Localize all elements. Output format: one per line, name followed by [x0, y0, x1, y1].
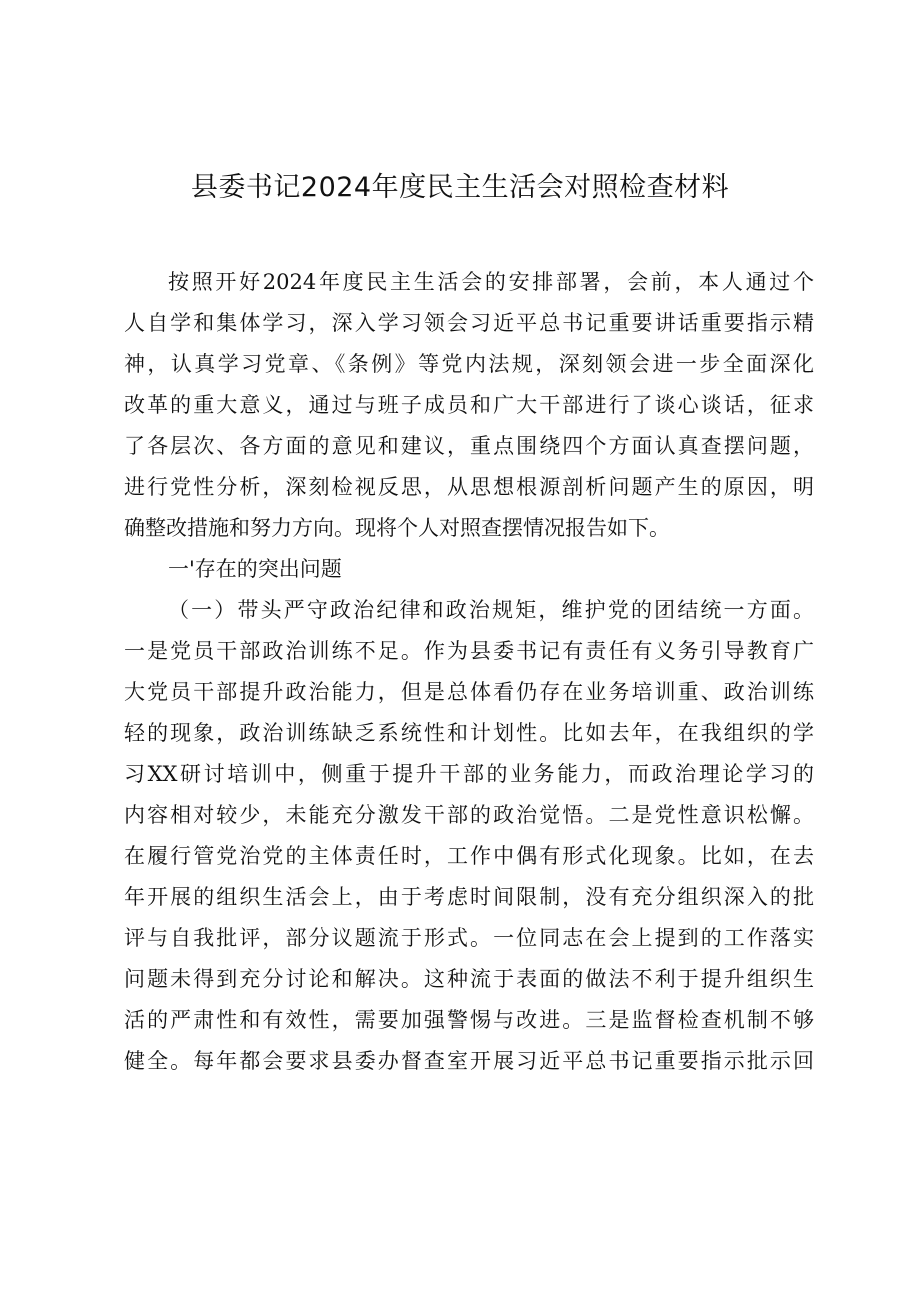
section-heading: 一'存在的突出问题 — [168, 557, 342, 581]
paragraph-line: 健全。每年都会要求县委办督查室开展习近平总书记重要指示批示回 — [124, 1049, 814, 1073]
document-body — [124, 262, 814, 1082]
paragraph-line: 人自学和集体学习，深入学习领会习近平总书记重要讲话重要指示精 — [124, 311, 814, 335]
paragraph-line: 年开展的组织生活会上，由于考虑时间限制，没有充分组织深入的批 — [124, 885, 814, 909]
paragraph-line: 改革的重大意义，通过与班子成员和广大干部进行了谈心谈话，征求 — [124, 393, 814, 417]
paragraph-line: 一是党员干部政治训练不足。作为县委书记有责任有义务引导教育广 — [124, 639, 814, 663]
paragraph-line: 习XX研讨培训中，侧重于提升干部的业务能力，而政治理论学习的 — [124, 762, 814, 786]
paragraph-line: （一）带头严守政治纪律和政治规矩，维护党的团结统一方面。 — [168, 598, 814, 622]
paragraph-line: 活的严肃性和有效性，需要加强警惕与改进。三是监督检查机制不够 — [124, 1008, 814, 1032]
paragraph-line: 在履行管党治党的主体责任时，工作中偶有形式化现象。比如，在去 — [124, 844, 814, 868]
paragraph-line: 大党员干部提升政治能力，但是总体看仍存在业务培训重、政治训练 — [124, 680, 814, 704]
paragraph-line: 神，认真学习党章、《条例》等党内法规，深刻领会进一步全面深化 — [124, 352, 814, 376]
paragraph-line: 内容相对较少，未能充分激发干部的政治觉悟。二是党性意识松懈。 — [124, 803, 814, 827]
paragraph-line: 按照开好2024年度民主生活会的安排部署，会前，本人通过个 — [168, 270, 814, 294]
paragraph-line: 确整改措施和努力方向。现将个人对照查摆情况报告如下。 — [124, 516, 670, 540]
paragraph-line: 评与自我批评，部分议题流于形式。一位同志在会上提到的工作落实 — [124, 926, 814, 950]
document-title: 县委书记2024年度民主生活会对照检查材料 — [190, 172, 730, 203]
paragraph-line: 了各层次、各方面的意见和建议，重点围绕四个方面认真查摆问题， — [124, 434, 814, 458]
paragraph-line: 问题未得到充分讨论和解决。这种流于表面的做法不利于提升组织生 — [124, 967, 814, 991]
paragraph-line: 进行党性分析，深刻检视反思，从思想根源剖析问题产生的原因，明 — [124, 475, 814, 499]
paragraph-line: 轻的现象，政治训练缺乏系统性和计划性。比如去年，在我组织的学 — [124, 721, 814, 745]
